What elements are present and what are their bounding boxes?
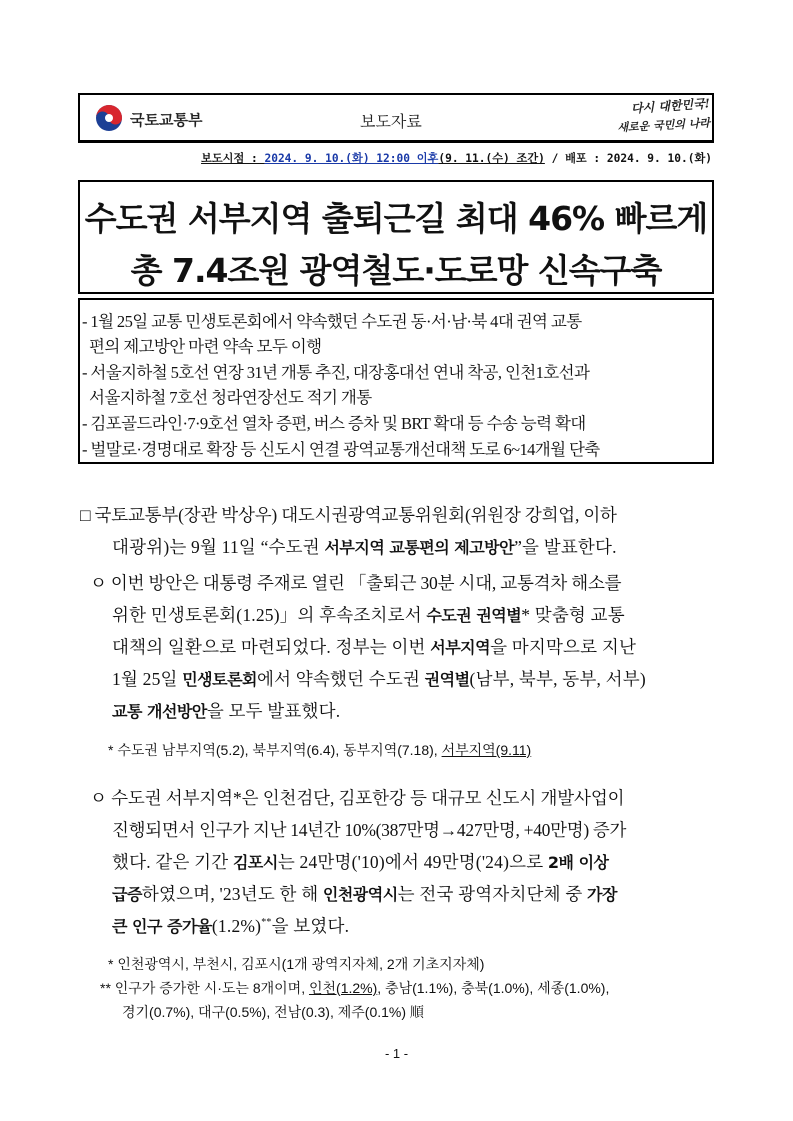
text-run: 는 24만명('10)에서 49만명('24)으로 bbox=[277, 852, 548, 872]
title-line-2: 총 7.4조원 광역철도·도로망 신속구축 bbox=[130, 251, 662, 290]
text-run: 대책의 일환으로 마련되었다. 정부는 이번 bbox=[112, 637, 431, 657]
slogan-line-1: 다시 대한민국! bbox=[630, 96, 711, 116]
text-run: 을 보였다. bbox=[271, 916, 350, 936]
emphasis-text: 민생토론회 bbox=[182, 670, 257, 689]
summary-item: - 김포골드라인·7·9호선 열차 증편, 버스 증차 및 BRT 확대 등 수송 능력 확대 bbox=[82, 414, 586, 433]
document-type: 보도자료 bbox=[360, 112, 422, 131]
paragraph-2-line: ㅇ 이번 방안은 대통령 주재로 열린 「출퇴근 30분 시대, 교통격차 해소를 bbox=[90, 573, 622, 593]
paragraph-3-line bbox=[112, 881, 617, 906]
emphasis-text: 가장 bbox=[587, 885, 617, 904]
emphasis-text: 권역별 bbox=[424, 670, 470, 689]
paragraph-3-line: 진행되면서 인구가 지난 14년간 10%(387만명→427만명, +40만명) 증가 bbox=[112, 820, 627, 840]
release-time: 2024. 9. 10.(화) 12:00 이후 bbox=[264, 152, 439, 165]
footnote: * 인천광역시, 부천시, 김포시(1개 광역지자체, 2개 기초지자체) bbox=[108, 956, 485, 972]
text-run: 는 전국 광역자치단체 중 bbox=[397, 884, 588, 904]
text-run: 했다. 같은 기간 bbox=[112, 852, 233, 872]
summary-item: 편의 제고방안 마련 약속 모두 이행 bbox=[82, 337, 322, 356]
summary-item: 서울지하철 7호선 청라연장선도 적기 개통 bbox=[82, 388, 372, 407]
paragraph-2-line bbox=[112, 666, 646, 691]
emphasis-text: 인천광역시 bbox=[322, 885, 398, 904]
paragraph-1-line bbox=[112, 534, 617, 559]
summary-item: - 1월 25일 교통 민생토론회에서 약속했던 수도권 동·서·남·북 4대 권역 교통 bbox=[82, 312, 582, 331]
superscript-marker: ** bbox=[261, 917, 272, 929]
emphasis-text: 큰 인구 증가율 bbox=[112, 917, 212, 936]
paragraph-3-line bbox=[112, 849, 608, 874]
paragraph-2-line bbox=[112, 698, 340, 723]
title-line-1: 수도권 서부지역 출퇴근길 최대 46% 빠르게 bbox=[84, 199, 708, 238]
paragraph-2-line bbox=[112, 634, 636, 659]
emphasis-text: 김포시 bbox=[232, 853, 278, 872]
summary-item: - 서울지하철 5호선 연장 31년 개통 추진, 대장홍대선 연내 착공, 인천1호선과 bbox=[82, 363, 590, 382]
emphasis-text: 수도권 권역별 bbox=[426, 606, 522, 625]
text-run: ** 인구가 증가한 시·도는 8개이며, bbox=[100, 980, 309, 996]
slogan-line-2: 새로운 국민의 나라 bbox=[617, 116, 711, 135]
release-info bbox=[78, 150, 712, 166]
text-run: 을 마지막으로 지난 bbox=[490, 637, 637, 657]
summary-item: - 벌말로·경명대로 확장 등 신도시 연결 광역교통개선대책 도로 6~14개월 단축 bbox=[82, 440, 600, 459]
paragraph-1-line: □ 국토교통부(장관 박상우) 대도시권광역교통위원회(위원장 강희업, 이하 bbox=[80, 505, 617, 525]
text-run: ”을 발표한다. bbox=[514, 537, 617, 557]
ministry-name: 국토교통부 bbox=[130, 111, 203, 129]
text-run: 에서 약속했던 수도권 bbox=[257, 669, 425, 689]
distribution-info: / 배포 : 2024. 9. 10.(화) bbox=[544, 152, 712, 165]
ministry-logo-icon bbox=[95, 104, 123, 132]
text-run: * 수도권 남부지역(5.2), 북부지역(6.4), 동부지역(7.18), bbox=[108, 742, 442, 758]
emphasis-text: 2배 이상 bbox=[547, 853, 609, 872]
text-run: 을 모두 발표했다. bbox=[206, 701, 341, 721]
text-run: 하였으며, '23년도 한 해 bbox=[141, 884, 323, 904]
underlined-text: 인천(1.2%) bbox=[308, 980, 378, 996]
text-run: , 충남(1.1%), 충북(1.0%), 세종(1.0%), bbox=[377, 980, 610, 996]
text-run: (남부, 북부, 동부, 서부) bbox=[469, 669, 646, 689]
release-label: 보도시점 : bbox=[201, 152, 265, 165]
paragraph-3-line: ㅇ 수도권 서부지역*은 인천검단, 김포한강 등 대규모 신도시 개발사업이 bbox=[90, 788, 625, 808]
footnote-continuation: 경기(0.7%), 대구(0.5%), 전남(0.3), 제주(0.1%) 順 bbox=[122, 1004, 424, 1020]
emphasis-text: 교통 개선방안 bbox=[112, 702, 207, 721]
page-number: - 1 - bbox=[384, 1046, 409, 1061]
emphasis-text: 서부지역 교통편의 제고방안 bbox=[324, 538, 515, 557]
release-paper: (9. 11.(수) 조간) bbox=[438, 152, 545, 165]
emphasis-text: 서부지역 bbox=[430, 638, 491, 657]
text-run: 대광위)는 9월 11일 “수도권 bbox=[112, 537, 325, 557]
slogan-logo bbox=[575, 96, 711, 137]
emphasis-text: 급증 bbox=[112, 885, 142, 904]
footnote bbox=[108, 740, 531, 760]
underlined-text: 서부지역(9.11) bbox=[441, 742, 532, 758]
footnote bbox=[100, 978, 609, 998]
paragraph-2-line bbox=[112, 602, 625, 627]
paragraph-3-line bbox=[112, 913, 349, 938]
text-run: 위한 민생토론회(1.25)」의 후속조치로서 bbox=[112, 605, 427, 625]
text-run: 1월 25일 bbox=[112, 669, 183, 689]
text-run: (1.2%) bbox=[211, 916, 262, 936]
text-run: * 맞춤형 교통 bbox=[521, 605, 625, 625]
